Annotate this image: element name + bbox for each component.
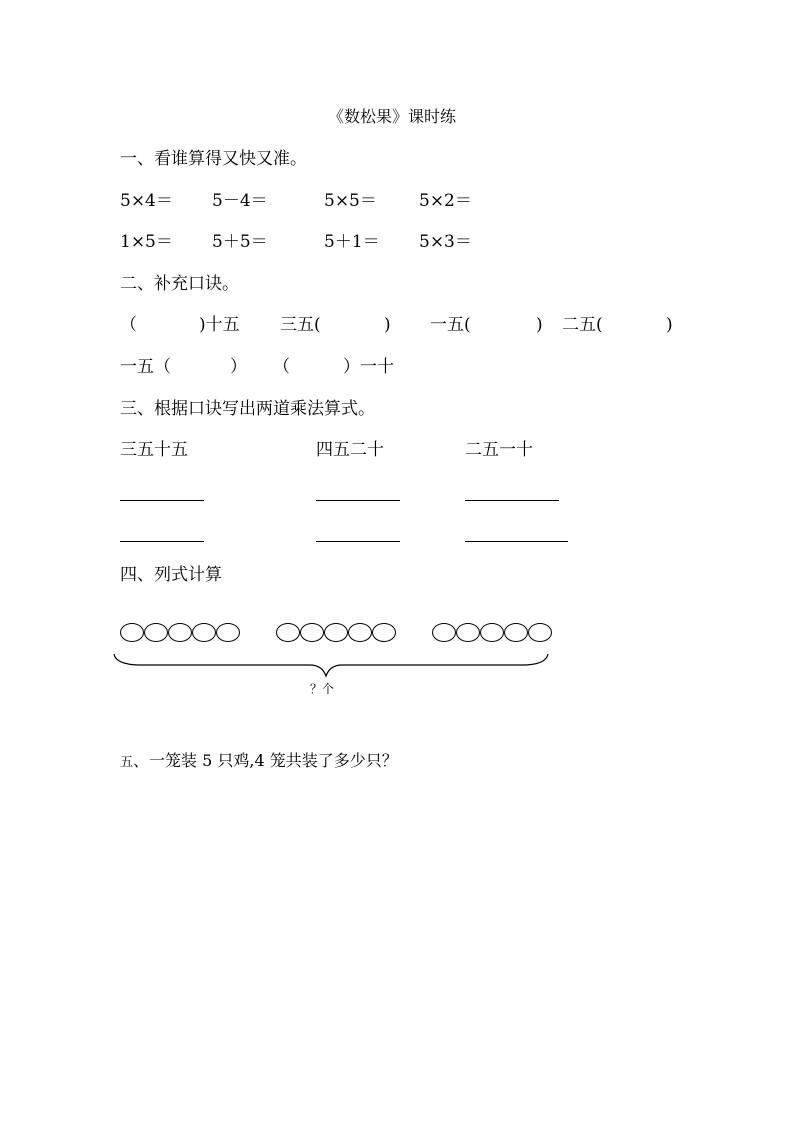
answer-line[interactable] [120,541,204,542]
question-5-number: 五 [120,755,134,770]
circle [120,623,144,642]
brace-path [114,654,548,676]
circle [300,623,324,642]
blank-yiwu-2-close: ） [230,357,247,377]
blank-erwu-close: ) [666,315,673,335]
circle [528,623,552,642]
circle [480,623,504,642]
circle [276,623,300,642]
blank-yiwu-close: ) [536,315,543,335]
equation-5x5: 5×5＝ [324,191,377,211]
equation-1x5: 1×5＝ [120,232,173,252]
equation-5p1: 5＋1＝ [324,232,380,252]
blank-sanwu: 三五( [280,315,321,335]
answer-line[interactable] [465,500,559,501]
equation-5p5: 5＋5＝ [212,232,268,252]
section1-heading: 一、看谁算得又快又准。 [120,149,307,169]
circle [372,623,396,642]
page-title: 《数松果》课时练 [328,107,457,126]
brace-label: ？个 [310,682,335,696]
blank-yiwu: 一五( [430,315,471,335]
answer-line[interactable] [120,500,204,501]
section2-heading: 二、补充口诀。 [120,274,239,294]
circle [168,623,192,642]
circle [144,623,168,642]
circle [504,623,528,642]
circle [216,623,240,642]
blank-yiwu-2: 一五（ [120,357,171,377]
question-5 [120,751,398,773]
equation-5x2: 5×2＝ [419,191,472,211]
circle [324,623,348,642]
equation-5x4: 5×4＝ [120,191,173,211]
rhyme-erwu-yishi: 二五一十 [465,440,533,460]
rhyme-sanwu-shiwu: 三五十五 [120,440,188,460]
answer-line[interactable] [465,541,568,542]
answer-line[interactable] [316,500,400,501]
blank-yishi-open: （ [273,357,290,377]
rhyme-siwu-ershi: 四五二十 [316,440,384,460]
circle [348,623,372,642]
circle [192,623,216,642]
blank-sanwu-close: ) [384,315,391,335]
section4-heading: 四、列式计算 [120,565,222,585]
brace [112,652,552,682]
equation-5x3: 5×3＝ [419,232,472,252]
equation-5-4: 5－4＝ [212,191,268,211]
blank-yishi: ）一十 [343,357,394,377]
section3-heading: 三、根据口诀写出两道乘法算式。 [120,399,375,419]
answer-line[interactable] [316,541,400,542]
circle [432,623,456,642]
blank-erwu: 二五( [562,315,603,335]
circle [456,623,480,642]
blank-close-shiwu: )十五 [199,315,240,335]
blank-open-paren: （ [120,315,137,335]
question-5-text: 、一笼装 5 只鸡,4 笼共装了多少只？ [133,751,398,770]
